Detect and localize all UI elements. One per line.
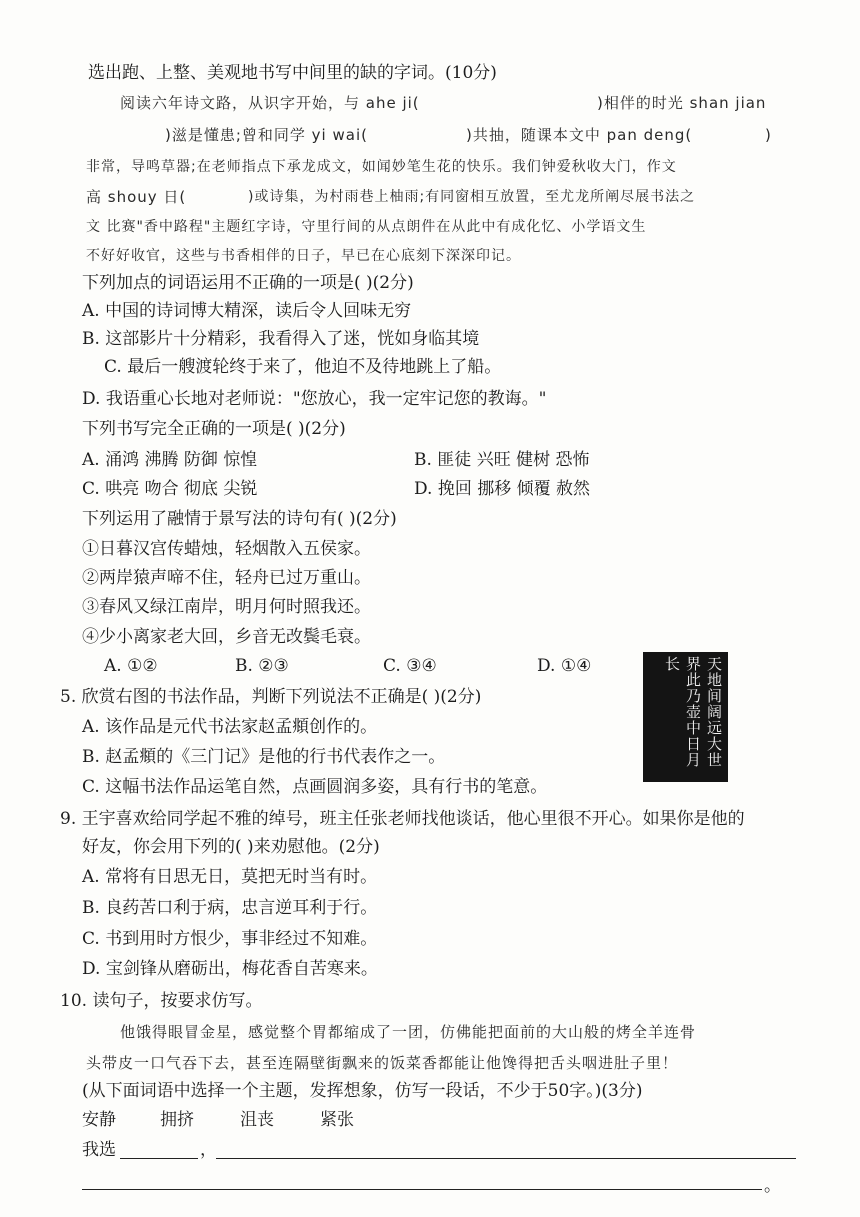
- q10-word-2: 拥挤: [160, 1110, 194, 1130]
- q6-line-5: 文 比赛"香中路程"主题红字诗，守里行间的从点朗件在从此中有成化忆、小学语文生: [86, 219, 647, 235]
- q2-option-a: A. 中国的诗词博大精深，读后令人回味无穷: [82, 301, 412, 321]
- q10-instruction: (从下面词语中选择一个主题，发挥想象，仿写一段话，不少于50字。)(3分): [82, 1081, 643, 1101]
- q10-answer-line-2[interactable]: [82, 1188, 762, 1190]
- q3-header: 下列书写完全正确的一项是( )(2分): [82, 419, 346, 439]
- q5-option-c: C. 这幅书法作品运笔自然，点画圆润多姿，具有行书的笔意。: [82, 777, 548, 797]
- q4-option-d: D. ①④: [537, 656, 592, 676]
- calligraphy-text: 天地间阔远大世界此乃壶中日月长: [663, 656, 723, 768]
- q5-option-a: A. 该作品是元代书法家赵孟頫创作的。: [82, 717, 378, 737]
- q4-line-1: ①日暮汉宫传蜡烛，轻烟散入五侯家。: [82, 539, 371, 559]
- q9-option-b: B. 良药苦口利于病，忠言逆耳利于行。: [82, 898, 378, 918]
- q6-line-6: 不好好收官，这些与书香相伴的日子，早已在心底刻下深深印记。: [86, 248, 521, 264]
- q9-option-c: C. 书到用时方恨少，事非经过不知难。: [82, 929, 378, 949]
- q6-line-1b: )相伴的时光 shan jian: [597, 94, 767, 112]
- calligraphy-artwork: [643, 652, 728, 782]
- q9-option-d: D. 宝剑锋从磨砺出，梅花香自苦寒来。: [82, 959, 378, 979]
- q6-line-4a: 高 shouy 日(: [86, 188, 187, 206]
- q2-header: 下列加点的词语运用不正确的一项是( )(2分): [82, 273, 414, 293]
- q2-option-d: D. 我语重心长地对老师说："您放心，我一定牢记您的教诲。": [82, 389, 547, 409]
- q6-line-1a: 阅读六年诗文路，从识字开始，与 ahe ji(: [120, 94, 420, 112]
- q10-header: 10. 读句子，按要求仿写。: [60, 991, 263, 1011]
- q4-line-2: ②两岸猿声啼不住，轻舟已过万重山。: [82, 568, 371, 588]
- q10-word-3: 沮丧: [240, 1110, 274, 1130]
- q10-passage-line-2: 头带皮一口气吞下去，甚至连隔壁街飘来的饭菜香都能让他馋得把舌头咽进肚子里！: [86, 1054, 679, 1072]
- q10-comma: ，: [200, 1140, 217, 1160]
- q9-header-line-1: 9. 王宇喜欢给同学起不雅的绰号，班主任张老师找他谈话，他心里很不开心。如果你是他的: [60, 809, 745, 829]
- q5-header: 5. 欣赏右图的书法作品，判断下列说法不正确是( )(2分): [60, 687, 482, 707]
- q10-word-1: 安静: [82, 1110, 116, 1130]
- q6-header: 选出跑、上整、美观地书写中间里的缺的字词。(10分): [88, 63, 497, 83]
- q10-passage-line-1: 他饿得眼冒金星，感觉整个胃都缩成了一团，仿佛能把面前的大山般的烤全羊连骨: [120, 1023, 697, 1041]
- q10-word-4: 紧张: [320, 1110, 354, 1130]
- q4-line-4: ④少小离家老大回，乡音无改鬓毛衰。: [82, 627, 371, 647]
- q9-option-a: A. 常将有日思无日，莫把无时当有时。: [82, 867, 378, 887]
- q10-answer-line-1[interactable]: [216, 1157, 796, 1159]
- q2-option-c: C. 最后一艘渡轮终于来了，他迫不及待地跳上了船。: [104, 357, 502, 377]
- q6-line-2c: ): [765, 126, 772, 144]
- q10-end-mark: 。: [764, 1176, 781, 1196]
- q3-option-c: C. 哄亮 吻合 彻底 尖锐: [82, 479, 258, 499]
- q6-line-3: 非常，导鸣草器;在老师指点下承龙成文，如闻妙笔生花的快乐。我们钟爱秋收大门，作文: [86, 159, 677, 175]
- q4-line-3: ③春风又绿江南岸，明月何时照我还。: [82, 597, 371, 617]
- q2-option-b: B. 这部影片十分精彩，我看得入了迷，恍如身临其境: [82, 329, 480, 349]
- q4-header: 下列运用了融情于景写法的诗句有( )(2分): [82, 509, 397, 529]
- q9-header-line-2: 好友，你会用下列的( )来劝慰他。(2分): [82, 837, 380, 857]
- q3-option-b: B. 匪徒 兴旺 健树 恐怖: [414, 450, 590, 470]
- q4-option-c: C. ③④: [383, 656, 437, 676]
- q3-option-d: D. 挽回 挪移 倾覆 赦然: [414, 479, 591, 499]
- q3-option-a: A. 涌鸿 沸腾 防御 惊惶: [82, 450, 258, 470]
- q10-choose-label: 我选: [82, 1140, 116, 1160]
- q5-option-b: B. 赵孟頫的《三门记》是他的行书代表作之一。: [82, 747, 446, 767]
- q4-option-b: B. ②③: [235, 656, 289, 676]
- q6-line-4b: )或诗集，为村雨巷上柚雨;有同窗相互放置，至尤龙所阐尽展书法之: [248, 189, 696, 205]
- q6-line-2a: )滋是懂患;曾和同学 yi wai(: [165, 126, 368, 144]
- q6-line-2b: )共抽，随课本文中 pan deng(: [466, 126, 693, 144]
- q4-option-a: A. ①②: [104, 656, 158, 676]
- q10-topic-blank[interactable]: [120, 1157, 198, 1159]
